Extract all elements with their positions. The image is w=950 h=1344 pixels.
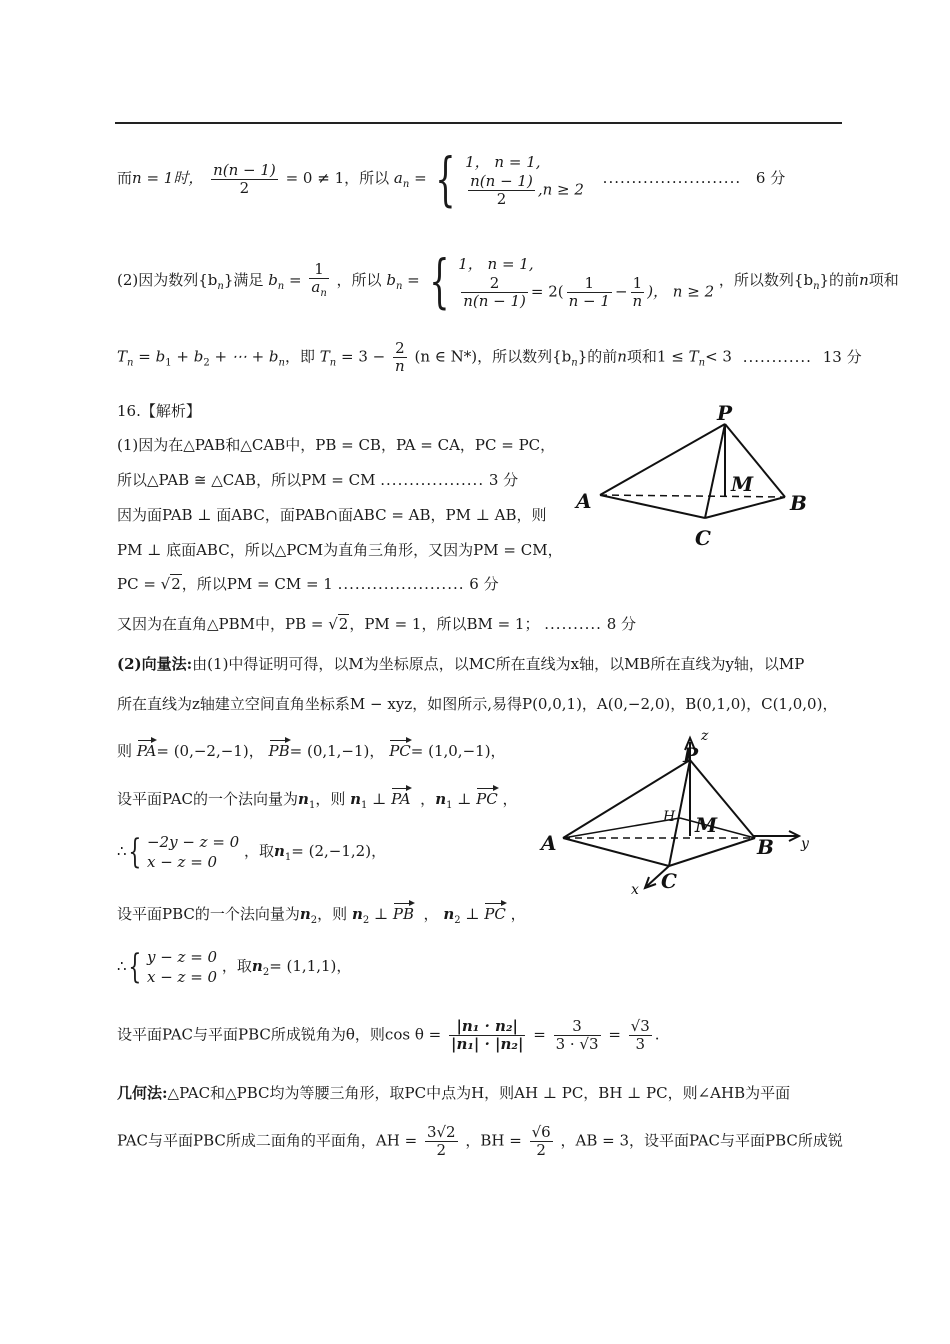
q16-line-1: (1)因为在△PAB和△CAB中，PB = CB，PA = CA，PC = PC， <box>117 436 556 454</box>
label-z: z <box>701 728 709 744</box>
edge-PC <box>705 424 725 518</box>
edge-AC <box>600 495 705 518</box>
label-P: P <box>717 401 733 425</box>
tetrahedron-figure-2 <box>535 728 825 898</box>
segment-HB <box>680 818 755 838</box>
an-formula-line: 而n = 1时， $\frac{n(n - 1)}{2}$ = 0 ≠ 1，所以 $a_n$ = { 1， n = 1, $\frac{n(n - 1)}{2}$ ,n ≥ 2 ........................ 6 分 <box>117 145 786 213</box>
q16-line-4: PM ⊥ 底面ABC，所以△PCM为直角三角形，又因为PM = CM， <box>117 541 563 559</box>
vector-line-4: 设平面PAC的一个法向量为$n_1$，则 $n_1$ ⊥ PA ，$n_1$ ⊥ PC ， <box>117 790 518 811</box>
label-P: P <box>683 743 699 767</box>
label-x: x <box>631 882 639 898</box>
edge-AB-hidden <box>600 495 785 497</box>
vector-line-1: (2)向量法:由(1)中得证明可得，以M为坐标原点，以MC所在直线为x轴，以MB所在直线为y轴，以MP <box>117 655 805 673</box>
q16-line-2: 所以△PAB ≅ △CAB，所以PM = CM .................. 3 分 <box>117 471 519 489</box>
label-C: C <box>661 869 677 893</box>
vector-system-1: ∴{ −2y − z = 0 x − z = 0 ，取$n_1= (2,-1,2)$， <box>117 832 387 872</box>
geometry-line-2: PAC与平面PBC所成二面角的平面角，AH = $\frac{3√2}{2}$ ，BH = $\frac{√6}{2}$ ，AB = 3，设平面PAC与平面PBC所成锐 <box>117 1123 843 1159</box>
label-y: y <box>801 836 809 852</box>
top-rule <box>115 122 842 124</box>
edge-PA <box>563 760 690 838</box>
tn-sum-line: $T_n = b_1 + b_2$ + ⋯ + $b_n$，即 $T_n = 3$ − $\frac{2}{n}$ (n ∈ N*)，所以数列$\{b_n\}$的前n项和$1 \le T_n< 3$ ............ 13 分 <box>117 339 862 375</box>
cos-theta-line: 设平面PAC与平面PBC所成锐角为θ，则cos θ = $\frac{\text{|n₁ · n₂|}}{\text{|n₁| · |n₂|}}$ = $\frac{3}{3 \cdot √3}$ = $\frac{√3}{3}$ . <box>117 1017 660 1053</box>
an-cases: 1， n = 1, $\frac{n(n - 1)}{2}$ ,n ≥ 2 <box>465 152 584 208</box>
q16-line-5: PC = √2，所以PM = CM = 1 ...................... 6 分 <box>117 575 499 593</box>
edge-CB <box>705 497 785 518</box>
label-A: A <box>541 831 557 855</box>
q16-line-6: 又因为在直角△PBM中，PB = √2，PM = 1，所以BM = 1； .......... 8 分 <box>117 615 637 633</box>
q16-title: 16.【解析】 <box>117 402 201 420</box>
edge-AC <box>563 838 669 866</box>
vector-line-3: 则 PA= (0,−2,−1)， PB= (0,1,−1)， PC= (1,0,−1)， <box>117 742 506 760</box>
label-C: C <box>695 526 711 550</box>
label-H: H <box>663 809 676 825</box>
label-B: B <box>757 835 774 859</box>
tetrahedron-figure-1 <box>570 400 820 555</box>
vector-line-2: 所在直线为z轴建立空间直角坐标系M − xyz，如图所示,易得P(0,0,1)，A(0,−2,0)，B(0,1,0)，C(1,0,0)， <box>117 695 838 713</box>
score-13: 13 分 <box>822 347 862 366</box>
label-M: M <box>695 813 718 837</box>
vector-system-2: ∴{ y − z = 0 x − z = 0 ，取$n_2= (1,1,1)$， <box>117 947 352 987</box>
edge-CB <box>669 838 755 866</box>
geometry-line-1: 几何法:△PAC和△PBC均为等腰三角形，取PC中点为H，则AH ⊥ PC，BH ⊥ PC，则∠AHB为平面 <box>117 1084 791 1102</box>
vector-line-5: 设平面PBC的一个法向量为$n_2$，则 $n_2$ ⊥ PB ， $n_2$ ⊥ PC ， <box>117 905 526 926</box>
q16-line-3: 因为面PAB ⊥ 面ABC，面PAB∩面ABC = AB，PM ⊥ AB，则 <box>117 506 547 524</box>
bn-formula-line: (2)因为数列$\{b_n\}$满足 $b_n$ = $\frac{1}{a_n}$ ，所以 $b_n$ = { 1， n = 1, $\frac{2}{n(n - 1)}$ = 2( $\frac{1}{n - 1}$ − $\frac{1}{n}$ )， n ≥ 2 ，所以数列$\{b_n\}$的前n项和 <box>117 247 899 315</box>
edge-PA <box>600 424 725 495</box>
label-B: B <box>790 491 807 515</box>
frac-n-n-1-over-2: $\frac{n(n - 1)}{2}$ <box>213 160 276 197</box>
label-A: A <box>576 489 592 513</box>
label-M: M <box>731 472 754 496</box>
bn-cases: 1， n = 1, $\frac{2}{n(n - 1)}$ = 2( $\frac{1}{n - 1}$ − $\frac{1}{n}$ )， n ≥ 2 <box>458 254 715 310</box>
score-6: 6 分 <box>755 169 786 187</box>
